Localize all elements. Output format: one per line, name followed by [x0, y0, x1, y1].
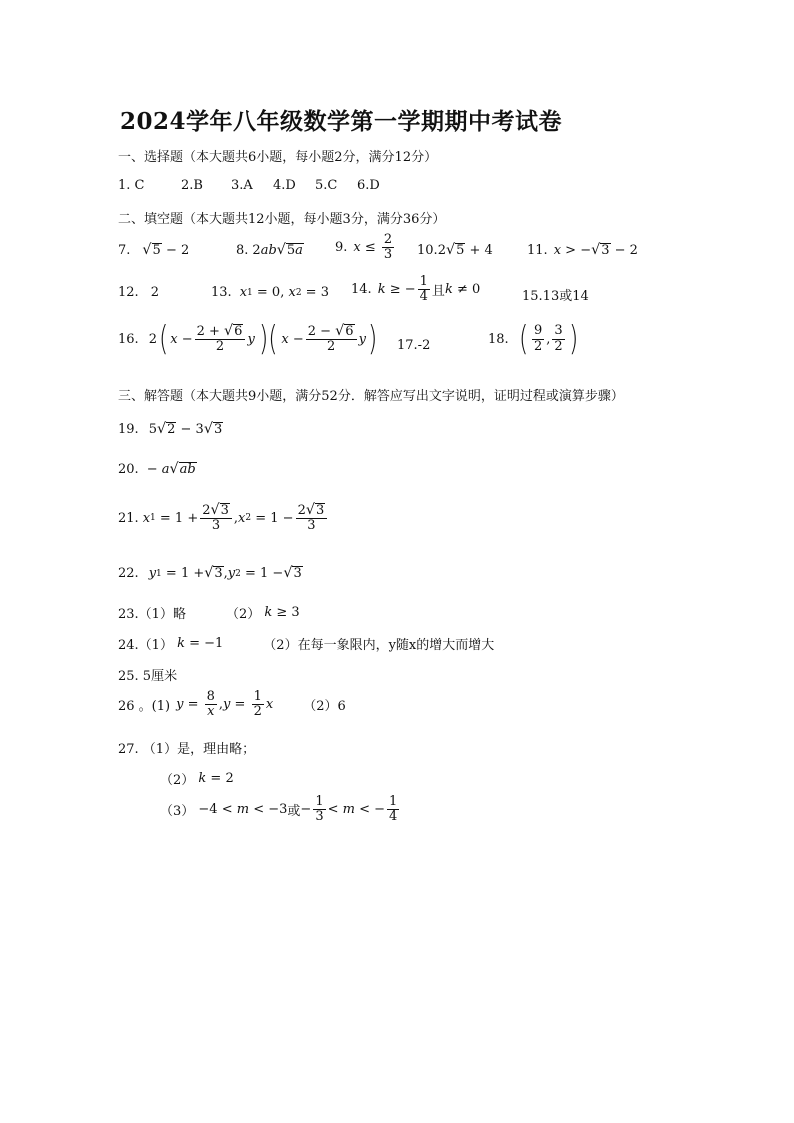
q19-number: 19.: [118, 422, 139, 437]
answer-q21: 21. x 1 = 1 + 2 √ 3 3 , x 2 = 1 − 2 √ 3 3: [118, 503, 329, 534]
answer-q18: 18. ( $\frac{9}{2}$ , $\frac{3}{2}$ ): [488, 319, 578, 359]
q23-part2: （2）: [225, 607, 261, 622]
q9-number: 9.: [335, 240, 348, 256]
q23-part1: 23.（1）略: [118, 607, 186, 622]
answer-q26: 26 。(1) y = $\frac{8}{x}$ , y = $\frac{1}{2}$ x （2）6: [118, 689, 346, 720]
answer-q17: 17.-2: [397, 338, 431, 353]
page-title: 2024学年八年级数学第一学期期中考试卷: [120, 108, 563, 135]
answer-q16: 16. 2 ( x − 2 + √ 6 2 y )( x − 2 − √ 6 2 y ): [118, 319, 378, 359]
answer-q6: 6.D: [357, 178, 380, 193]
q21-fraction-2: 2 √ 3 3: [296, 503, 328, 534]
answer-q24: 24.（1） k = −1 （2）在每一象限内，y随x的增大而增大: [118, 636, 495, 653]
section-choice-heading: 一、选择题（本大题共6小题，每小题2分，满分12分）: [118, 150, 438, 165]
answer-q5: 5.C: [315, 178, 338, 193]
answer-q9: 9. x ≤ $\frac{2}{3}$: [335, 232, 393, 263]
q26-fraction-2: $\frac{1}{2}$: [253, 689, 262, 720]
answer-q22: 22. y 1 = 1 + √ 3 , y 2 = 1 − √ 3: [118, 565, 302, 582]
q7-number: 7.: [118, 243, 131, 258]
answer-q8: 8. 2 ab √ 5a: [236, 242, 303, 259]
answer-q1: 1. C: [118, 178, 145, 193]
answer-q19: 19. 5 √ 2 − 3 √ 3: [118, 421, 223, 438]
q10-sqrt: √ 5: [445, 242, 465, 259]
answer-q20: 20. − a √ ab: [118, 461, 196, 478]
answer-q15: 15.13或14: [522, 289, 589, 304]
answer-q2: 2.B: [181, 178, 203, 193]
q14-number: 14.: [351, 282, 372, 298]
q27-fraction-1: $\frac{1}{3}$: [315, 794, 324, 825]
section-fill-heading: 二、填空题（本大题共12小题，每小题3分，满分36分）: [118, 212, 446, 227]
q27-or: 或: [287, 804, 301, 820]
q13-number: 13.: [211, 285, 232, 300]
q24-part2: （2）在每一象限内，y随x的增大而增大: [263, 638, 495, 653]
q26-part1: 26 。(1): [118, 699, 171, 715]
answer-q13: 13. x 1 = 0, x 2 = 3: [211, 285, 329, 300]
answer-q7: 7. √ 5 − 2: [118, 242, 190, 259]
q21-number: 21.: [118, 510, 139, 526]
answer-q11: 11. x > − √ 3 − 2: [527, 242, 638, 259]
q16-number: 16.: [118, 331, 139, 347]
answer-q27: 27. （1）是，理由略；: [118, 742, 256, 757]
q27-fraction-2: $\frac{1}{4}$: [389, 794, 398, 825]
q20-number: 20.: [118, 462, 139, 477]
answer-q12: [118, 285, 159, 300]
q16-fraction-2: 2 − √ 6 2: [306, 324, 357, 355]
q22-number: 22.: [118, 566, 139, 581]
q18-fraction-1: $\frac{9}{2}$: [533, 323, 543, 354]
q11-sqrt: √ 3: [591, 242, 610, 259]
answer-q27-part2: （2） k = 2: [160, 771, 234, 788]
q8-sqrt: √ 5a: [276, 242, 303, 259]
q26-part2: （2）6: [303, 699, 346, 715]
q18-number: 18.: [488, 331, 509, 347]
answer-q25: 25. 5厘米: [118, 669, 178, 684]
answer-q23: 23.（1）略 （2） k ≥ 3: [118, 605, 300, 622]
q12-number: 12.: [118, 285, 139, 300]
q9-fraction: $\frac{2}{3}$: [383, 232, 393, 263]
q16-fraction-1: 2 + √ 6 2: [195, 324, 246, 355]
answer-q3: 3.A: [231, 178, 253, 193]
answer-q10: 10. 2 √ 5 + 4: [417, 242, 493, 259]
q14-and: 且: [431, 284, 445, 300]
q21-fraction-1: 2 √ 3 3: [200, 503, 232, 534]
q18-fraction-2: $\frac{3}{2}$: [554, 323, 563, 354]
q12-value: 2: [150, 285, 159, 300]
q8-number: 8.: [236, 243, 249, 258]
q27-part2-label: （2）: [160, 773, 195, 788]
q11-number: 11.: [527, 243, 548, 258]
answer-q4: 4.D: [273, 178, 296, 193]
q27-part3-label: （3）: [160, 804, 195, 820]
q7-sqrt: √ 5: [142, 242, 161, 259]
q14-fraction: $\frac{1}{4}$: [419, 274, 428, 305]
q24-part1: 24.（1）: [118, 638, 173, 653]
answer-q14: 14. k ≥ − $\frac{1}{4}$ 且 k ≠ 0: [351, 274, 481, 305]
q26-fraction-1: $\frac{8}{x}$: [206, 689, 215, 720]
answer-q27-part3: （3） −4 < m < −3 或 − $\frac{1}{3}$ < m < − $\frac{1}{4}$: [160, 794, 398, 825]
q10-number: 10.: [417, 243, 438, 258]
section-solve-heading: 三、解答题（本大题共9小题，满分52分．解答应写出文字说明，证明过程或演算步骤）: [118, 389, 624, 404]
